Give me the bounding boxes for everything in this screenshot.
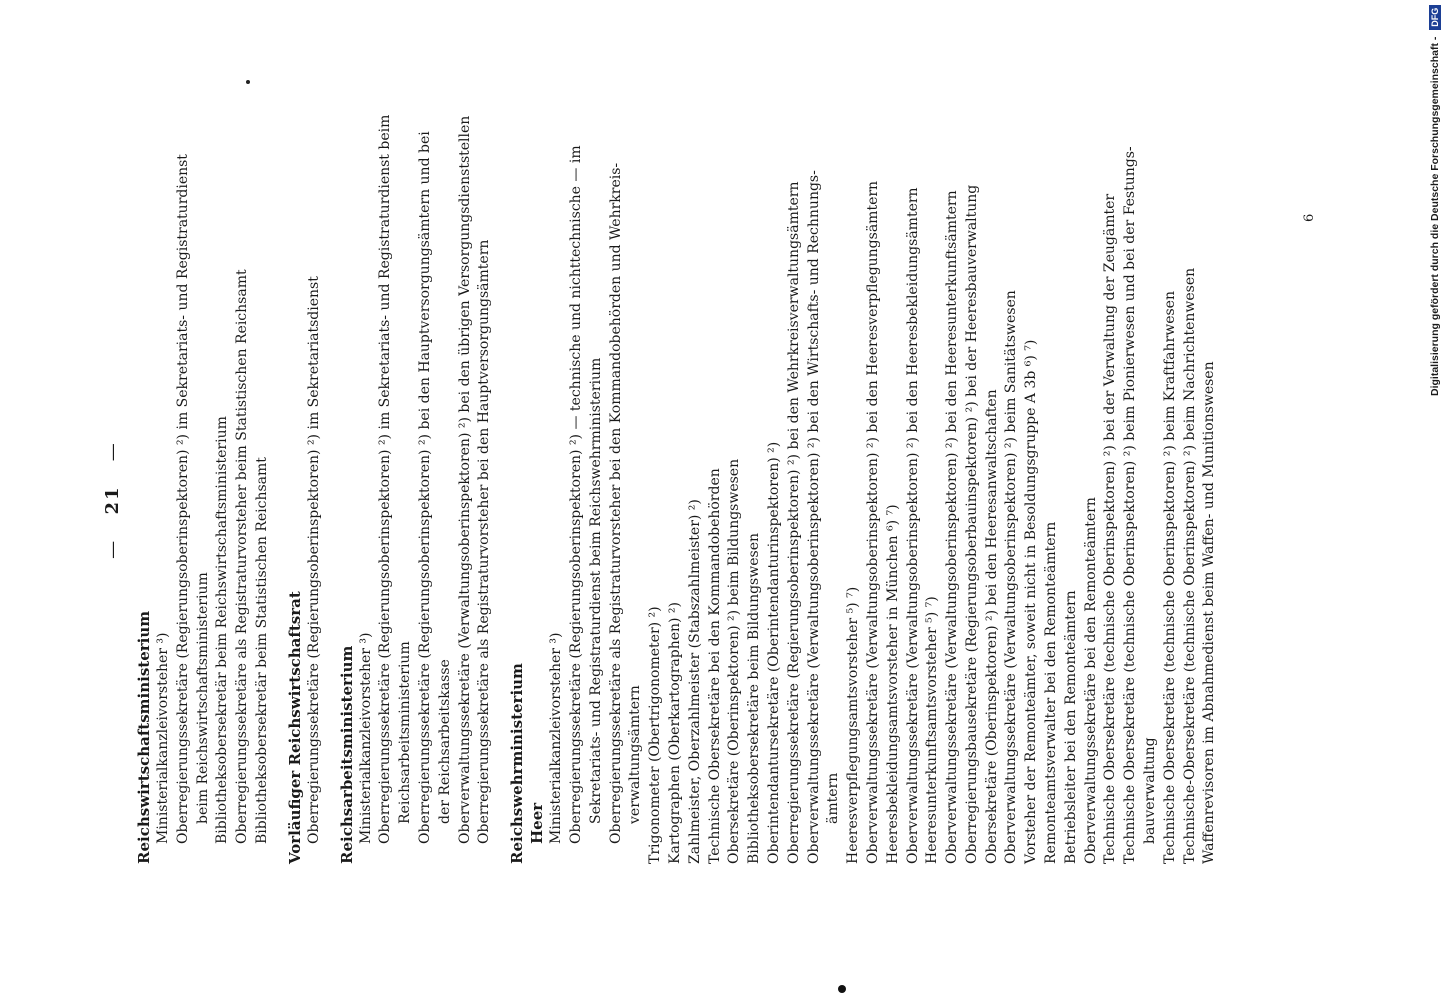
section-heading: Vorläufiger Reichswirtschaftsrat xyxy=(285,591,304,864)
entry-line: Oberregierungssekretäre als Registraturvorsteher bei den Hauptversorgungsämtern xyxy=(476,239,493,844)
entry-line: Oberverwaltungssekretäre (Verwaltungsoberinspektoren) ²) bei den Wirtschafts- und Rechnungs- xyxy=(805,170,822,864)
entry-line: Vorsteher der Remonteämter, soweit nicht in Besoldungsgruppe A 3b ⁶) ⁷) xyxy=(1023,339,1040,864)
entry-line: Ministerialkanzleivorsteher ³) xyxy=(548,632,565,844)
entry-line: Oberregierungsbausekretäre (Regierungsoberbauinspektoren) ²) bei der Heeresbauverwaltung xyxy=(963,184,980,864)
dfg-logo: DFG xyxy=(1429,5,1441,30)
entry-line: Oberverwaltungssekretäre (Verwaltungsoberinspektoren) ²) bei den übrigen Versorgungsdienststellen xyxy=(456,115,473,844)
header-dash-right: — xyxy=(102,441,123,462)
page-number: 21 xyxy=(102,485,123,515)
entry-line: Oberverwaltungssekretäre (Verwaltungsoberinspektoren) ²) beim Sanitätswesen xyxy=(1003,290,1020,864)
entry-line: Heeresbekleidungsamtsvorsteher in München ⁶) ⁷) xyxy=(884,504,901,864)
entry-line: Bibliotheksobersekretär beim Statistischen Reichsamt xyxy=(253,457,270,844)
entry-line: Oberregierungssekretäre (Regierungsoberinspektoren) ²) im Sekretariats- und Registraturdienst xyxy=(174,154,191,844)
entry-line: Technische Obersekretäre (technische Oberinspektoren) ²) beim Kraftfahrwesen xyxy=(1161,291,1178,864)
entry-line: verwaltungsämtern xyxy=(627,685,644,824)
entry-line: Oberregierungssekretäre (Regierungsoberinspektoren) ²) bei den Hauptversorgungsämtern und bei xyxy=(416,131,433,844)
entry-line: Oberregierungssekretäre (Regierungsoberinspektoren) ²) im Sekretariatsdienst xyxy=(305,276,322,844)
speck xyxy=(838,985,846,993)
entry-line: Reichsarbeitsministerium xyxy=(397,641,414,824)
speck xyxy=(246,80,250,84)
entry-line: Oberverwaltungssekretäre (Verwaltungsoberinspektoren) ²) bei den Heeresverpflegungsämtern xyxy=(864,180,881,864)
entry-line: Oberregierungssekretäre als Registraturvorsteher beim Statistischen Reichsamt xyxy=(234,269,251,844)
entry-line: Bibliotheksobersekretär beim Reichswirtschaftsministerium xyxy=(214,416,231,844)
signature-mark: 6 xyxy=(1302,213,1317,222)
document-body xyxy=(134,104,1220,864)
entry-line: Technische Obersekretäre (technische Oberinspektoren) ²) bei der Verwaltung der Zeugämter xyxy=(1102,193,1119,864)
entry-line: Ministerialkanzleivorsteher ³) xyxy=(357,632,374,844)
entry-line: Obersekretäre (Oberinspektoren) ²) bei den Heeresanwaltschaften xyxy=(983,389,1000,864)
entry-line: Oberverwaltungssekretäre bei den Remonteämtern xyxy=(1082,497,1099,864)
entry-line: Oberverwaltungssekretäre (Verwaltungsoberinspektoren) ²) bei den Heeresunterkunftsämtern xyxy=(944,190,961,864)
entry-line: Betriebsleiter bei den Remonteämtern xyxy=(1062,590,1079,864)
digitization-note xyxy=(1426,6,1444,396)
entry-line: ämtern xyxy=(825,772,842,824)
entry-line: der Reichsarbeitskasse xyxy=(436,659,453,824)
header-dash-left: — xyxy=(102,538,123,559)
page-header xyxy=(102,0,123,1000)
entry-line: Waffenrevisoren im Abnahmedienst beim Waffen- und Munitionswesen xyxy=(1201,361,1218,864)
entry-line: Technische-Obersekretäre (technische Oberinspektoren) ²) beim Nachrichtenwesen xyxy=(1181,267,1198,864)
entry-line: Remonteamtsverwalter bei den Remonteämtern xyxy=(1043,521,1060,864)
subsection-heading: Heer xyxy=(528,802,547,844)
entry-line: Oberverwaltungssekretäre (Verwaltungsoberinspektoren) ²) bei den Heeresbekleidungsämtern xyxy=(904,187,921,864)
entry-line: Oberregierungssekretäre (Regierungsoberinspektoren) ²) im Sekretariats- und Registraturdienst beim xyxy=(377,114,394,844)
entry-line: Zahlmeister, Oberzahlmeister (Stabszahlmeister) ²) xyxy=(686,499,703,864)
entry-line: Heeresunterkunftsamtsvorsteher ⁵) ⁷) xyxy=(924,596,941,864)
entry-line: Ministerialkanzleivorsteher ³) xyxy=(155,632,171,844)
entry-line: Sekretariats- und Registraturdienst beim Reichswehrministerium xyxy=(587,357,604,824)
entry-line: Obersekretäre (Oberinspektoren) ²) beim Bildungswesen xyxy=(726,458,743,864)
entry-line: Technische Obersekretäre bei den Kommandobehörden xyxy=(706,468,723,864)
entry-line: Kartographen (Oberkartographen) ²) xyxy=(666,601,683,864)
entry-line: beim Reichswirtschaftsministerium xyxy=(194,572,211,824)
entry-line: Technische Obersekretäre (technische Oberinspektoren) ²) beim Pionierwesen und bei der Festungs- xyxy=(1122,146,1139,864)
entry-line: bauverwaltung xyxy=(1142,737,1159,844)
entry-line: Oberintendantursekretäre (Oberintendanturinspektoren) ²) xyxy=(765,441,782,864)
entry-line: Oberregierungssekretäre als Registraturvorsteher bei den Kommandobehörden und Wehrkreis- xyxy=(607,162,624,844)
section-heading: Reichsarbeitsministerium xyxy=(337,645,356,864)
entry-line: Heeresverpflegungsamtsvorsteher ⁵) ⁷) xyxy=(845,586,862,864)
entry-line: Trigonometer (Obertrigonometer) ²) xyxy=(647,606,664,864)
section-heading: Reichswehrministerium xyxy=(508,663,527,864)
entry-line: Oberregierungssekretäre (Regierungsoberinspektoren) ²) bei den Wehrkreisverwaltungsämtern xyxy=(785,181,802,864)
entry-line: Bibliotheksobersekretäre beim Bildungswesen xyxy=(746,533,763,864)
section-heading: Reichswirtschaftsministerium xyxy=(135,610,153,864)
entry-line: Oberregierungssekretäre (Regierungsoberinspektoren) ²) — technische und nichttechnische — im xyxy=(567,145,584,844)
digitization-text: Digitalisierung gefördert durch die Deutsche Forschungsgemeinschaft - xyxy=(1429,36,1441,396)
